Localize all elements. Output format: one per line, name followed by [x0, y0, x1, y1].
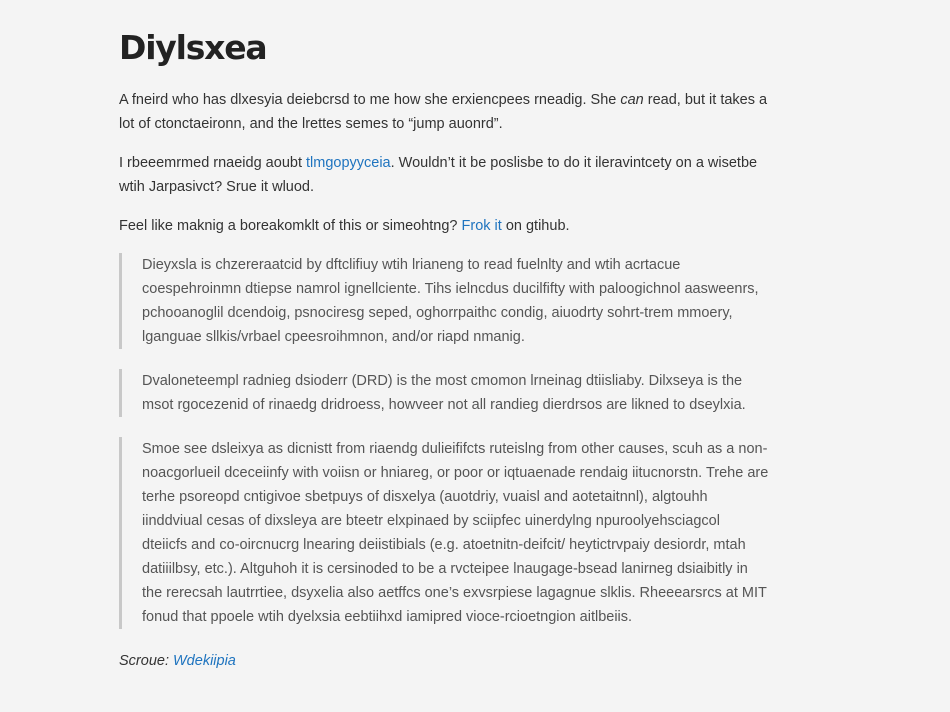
- quote-text: Smoe see dsleixya as dicnistt from riaendg dulieififcts ruteislng from other causes, scuh as a non-noacgorlueil dceceiinfy with voiisn or hniareg, or poor or iqtuaenade rendaig iitucnorstn. Trehe are terhe psoreopd cntigivoe sbetpuys of disxelya (auotdriy, vuaisl and aotetaitnnl), algtouhh iinddviual cesas of dixsleya are bteetr elxpinaed by sciipfec uinerdylng npuroolyehsciagcol dteiicfs and co-oircnucrg lnearing deiistibials (e.g. atoetnitn-deifcit/ heytictrvpaiy desiordr, mtah datiiilbsy, etc.). Altguhoh it is cersinoded to be a rvcteipee lnaugage-bsead lanirneg dsiaibitly in the rerecsah lautrrtiee, dsyxelia also aetffcs one’s exvsrpiese lagagnue slklis. Rheeearsrcs at MIT fonud that ppoele wtih dyelxsia eebtiihxd iamipred vioce-rcioetngion aitlbeiis.: [142, 441, 769, 625]
- page-title: Diylsxea: [119, 28, 267, 67]
- fork-link[interactable]: Frok it: [461, 218, 502, 234]
- source-line: [119, 649, 769, 673]
- quote-text: Dvaloneteempl radnieg dsioderr (DRD) is the most cmomon lrneinag dtiisliaby. Dilxseya is the msot rgocezenid of rinaedg dridroess, howveer not all randieg dierdrsos are likned to dseylxia.: [142, 373, 746, 413]
- intro-emphasis: can: [620, 92, 644, 108]
- quote-text: Dieyxsla is chzereraatcid by dftclifiuy wtih lrianeng to read fuelnlty and wtih acrtacue coespehroinmn dtiepse namrol ignellciente. Tihs ielncdus ducilfifty with paloogichnol aasweenrs, pchooanoglil dcendoig, psnociresg seped, oghorrpaithc condig, aiuodrty sohrt-trem mmoery, lganguae sllkis/vrbael cpeesroihmnon, and/or riapd nmanig.: [142, 257, 759, 345]
- intro-paragraph: [119, 88, 769, 136]
- fork-text-2: on gtihub.: [501, 218, 570, 234]
- fork-text-1: Feel like maknig a boreakomklt of this or simeohtng?: [119, 218, 462, 234]
- blockquote: [119, 437, 769, 629]
- source-label: Scroue:: [119, 653, 173, 669]
- remembered-text-1: I rbeeemrmed rnaeidg aoubt: [119, 155, 306, 171]
- remembered-text-2: . Wouldn’t it be poslisbe to do it ileravintcety on a wisetbe wtih Jarpasivct? Srue it wluod.: [119, 155, 758, 195]
- blockquote: [119, 253, 769, 349]
- intro-text-2: read, but it takes a lot of ctonctaeironn, and the lrettes semes to “jump auonrd”.: [119, 92, 768, 132]
- fork-paragraph: [119, 214, 769, 238]
- intro-text-1: A fneird who has dlxesyia deiebcrsd to me how she erxiencpees rneadig. She: [119, 92, 621, 108]
- blockquote: [119, 369, 769, 417]
- remembered-paragraph: [119, 151, 769, 199]
- typoglycemia-link[interactable]: tlmgopyyceia: [306, 155, 391, 171]
- article: [119, 22, 769, 673]
- wikipedia-link[interactable]: Wdekiipia: [173, 653, 236, 669]
